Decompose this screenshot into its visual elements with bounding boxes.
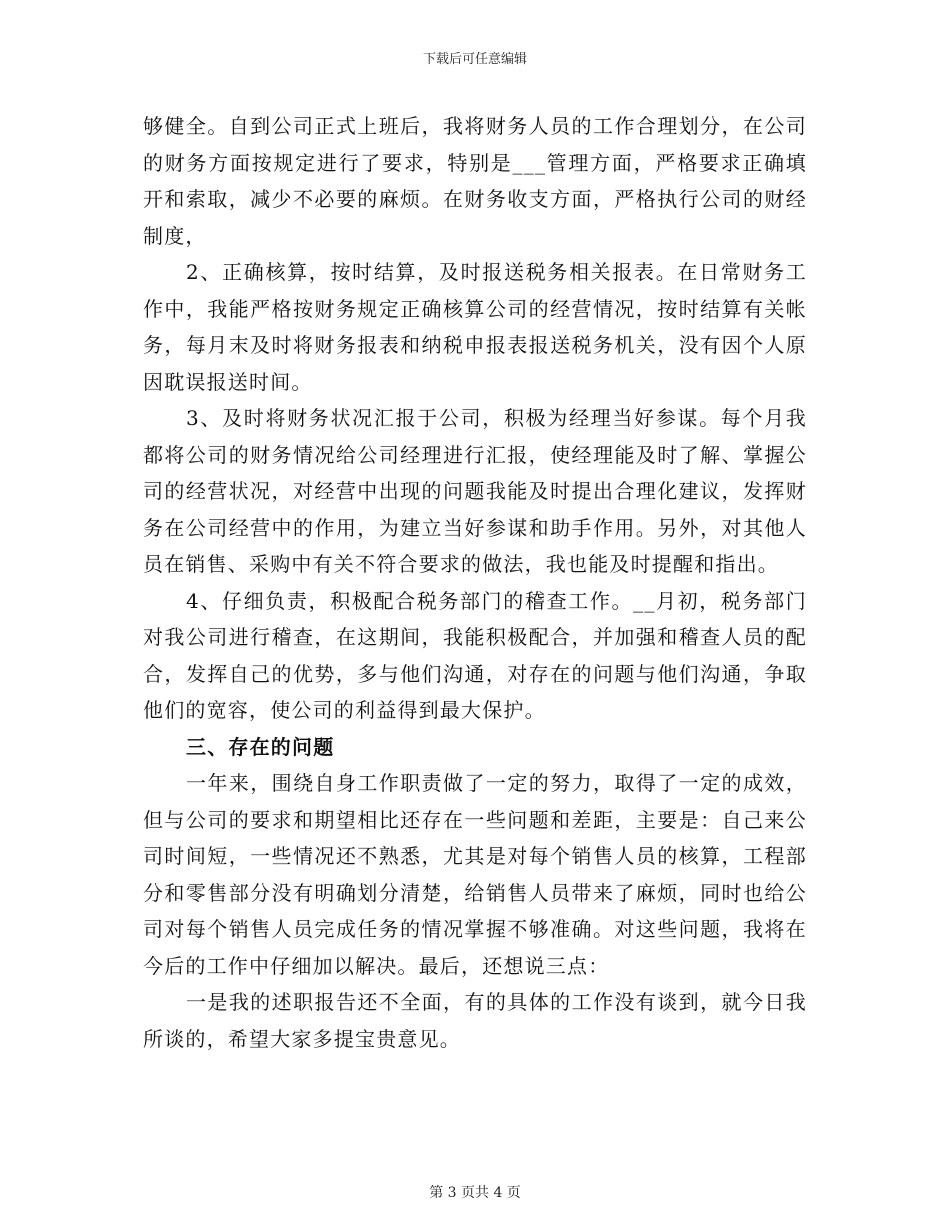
paragraph-point-1: 一是我的述职报告还不全面，有的具体的工作没有谈到，就今日我所谈的，希望大家多提宝贵意见。 — [143, 990, 807, 1051]
paragraph-problems: 一年来，围绕自身工作职责做了一定的努力，取得了一定的成效，但与公司的要求和期望相比还存在一些问题和差距，主要是：自己来公司时间短，一些情况还不熟悉，尤其是对每个销售人员的核算，工程部分和零售部分没有明确划分清楚，给销售人员带来了麻烦，同时也给公司对每个销售人员完成任务的情况掌握不够准确。对这些问题，我将在今后的工作中仔细加以解决。最后，还想说三点： — [143, 771, 807, 978]
page-footer: 第 3 页共 4 页 — [429, 1185, 521, 1201]
section-heading: 三、存在的问题 — [186, 734, 335, 759]
paragraph-item-3: 3、及时将财务状况汇报于公司，积极为经理当好参谋。每个月我都将公司的财务情况给公司经理进行汇报，使经理能及时了解、掌握公司的经营状况，对经营中出现的问题我能及时提出合理化建议，发挥财务在公司经营中的作用，为建立当好参谋和助手作用。另外，对其他人员在销售、采购中有关不符合要求的做法，我也能及时提醒和指出。 — [143, 406, 807, 576]
paragraph-item-2: 2、正确核算，按时结算，及时报送税务相关报表。在日常财务工作中，我能严格按财务规定正确核算公司的经营情况，按时结算有关帐务，每月末及时将财务报表和纳税申报表报送税务机关，没有因个人原因耽误报送时间。 — [143, 260, 807, 394]
paragraph-continuation: 够健全。自到公司正式上班后，我将财务人员的工作合理划分，在公司的财务方面按规定进行了要求，特别是___管理方面，严格要求正确填开和索取，减少不必要的麻烦。在财务收支方面，严格执行公司的财经制度， — [143, 114, 807, 248]
page-header: 下载后可任意编辑 — [422, 52, 527, 67]
document-body — [143, 108, 807, 1057]
paragraph-item-4: 4、仔细负责，积极配合税务部门的稽查工作。__月初，税务部门对我公司进行稽查，在这期间，我能积极配合，并加强和稽查人员的配合，发挥自己的优势，多与他们沟通，对存在的问题与他们沟通，争取他们的宽容，使公司的利益得到最大保护。 — [143, 588, 807, 722]
